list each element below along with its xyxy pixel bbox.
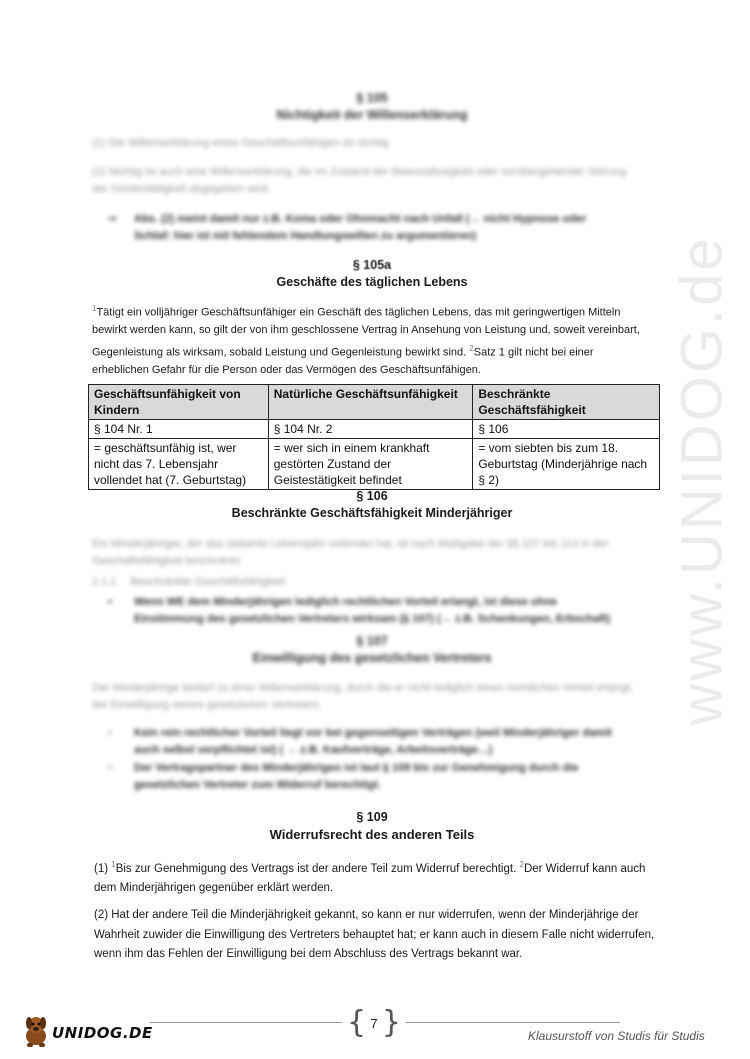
table-cell: § 104 Nr. 1 (89, 420, 269, 439)
section-107-bullet-1 (108, 725, 648, 759)
section-109-p1-line1 (94, 855, 664, 879)
section-105-bullet (108, 211, 648, 245)
section-109-p2-line2: Wahrheit zuwider die Einwilligung des Vertreters behauptet hat; er kann auch in diesem Falle nicht widerrufen, (94, 928, 655, 941)
section-106-subheading (92, 574, 652, 591)
section-106-line1: Ein Minderjähriger, der das siebente Lebensjahr vollendet hat, ist nach Maßgabe der §§ 107 bis 113 in der (92, 538, 609, 550)
section-105-number: § 105 (356, 91, 388, 105)
square-bullet-icon: ▪ (108, 596, 112, 608)
table-header-row (89, 385, 660, 420)
sentence-number-2: 2 (469, 343, 474, 353)
section-107-text (92, 680, 652, 714)
section-105a-heading (92, 257, 652, 291)
section-106-text (92, 536, 652, 570)
section-106-line2: Geschäftsfähigkeit beschränkt. (92, 555, 243, 567)
section-105-bullet-line1: Abs. (2) meint damit nur z.B. Koma oder Ohnmacht nach Unfall (→ nicht Hypnose oder (134, 213, 587, 225)
section-109-number: § 109 (356, 810, 388, 824)
section-105-heading (92, 90, 652, 124)
section-105-bullet-line2: Schlaf: hier ist mit fehlendem Handlungswillen zu argumentieren) (134, 230, 477, 242)
section-105-p1: (1) Die Willenserklärung eines Geschäftsunfähigen ist nichtig. (92, 137, 392, 149)
section-105-p2-line2: der Geistestätigkeit abgegeben wird. (92, 183, 271, 195)
table-row (89, 420, 660, 439)
footer-rule-right (406, 1022, 620, 1023)
section-107-heading (92, 633, 652, 667)
section-105a-line4: erheblichen Gefahr für die Person oder das Vermögen des Geschäftsunfähigen. (92, 363, 481, 376)
section-107-bullet1-line1: Kein rein rechtlicher Vorteil liegt vor bei gegenseitigen Verträgen (weil Minderjähriger damit (134, 727, 612, 739)
section-107-title: Einwilligung des gesetzlichen Vertreters (252, 651, 492, 665)
section-109-p1-b: Der Widerruf kann auch (523, 862, 646, 875)
footer-tagline: Klausurstoff von Studis für Studis (528, 1029, 705, 1043)
table-header-cell: Natürliche Geschäftsunfähigkeit (268, 385, 473, 420)
section-109-p2-line3: wenn ihm das Fehlen der Einwilligung bei dem Abschluss des Vertrags bekannt war. (94, 948, 523, 960)
section-105a-line3-b: Satz 1 gilt nicht bei einer (473, 346, 594, 359)
subheading-number: 2.1.1 (92, 576, 117, 588)
footer-rule-left (150, 1022, 342, 1023)
section-105-title: Nichtigkeit der Willenserklärung (276, 108, 468, 122)
sentence-number-1: 1 (111, 860, 116, 869)
section-109-p1 (94, 855, 664, 898)
section-105a-number: § 105a (352, 258, 392, 272)
section-106-number: § 106 (356, 489, 388, 503)
section-107-bullet2-line2: gesetzlichen Vertreter zum Widerruf berechtigt. (134, 779, 381, 791)
table-cell: = vom siebten bis zum 18. Geburtstag (Minderjährige nach § 2) (473, 439, 660, 490)
section-106-heading (92, 488, 652, 522)
section-109-p1-line2: dem Minderjährigen gegenüber erklärt werden. (94, 881, 334, 894)
capacity-table (88, 384, 660, 490)
left-brace: { (347, 1005, 367, 1040)
subheading-title: Beschränkte Geschäftsfähigkeit (130, 576, 286, 588)
section-105a-line3 (92, 340, 652, 362)
table-header-cell: Geschäftsunfähigkeit von Kindern (89, 385, 269, 420)
section-105a-line1-text: Tätigt ein volljähriger Geschäftsunfähiger ein Geschäft des täglichen Lebens, das mit geringwertigen Mitteln (96, 306, 621, 319)
section-105a-line1 (92, 300, 652, 322)
table-row (89, 439, 660, 490)
logo-text: UNIDOG.DE (52, 1024, 153, 1042)
section-107-bullet2-line1: Der Vertragspartner des Minderjährigen ist laut § 109 bis zur Genehmigung durch die (134, 762, 579, 774)
section-105a-line3-a: Gegenleistung als wirksam, sobald Leistung und Gegenleistung bewirkt sind. (92, 346, 467, 359)
section-109-p2 (94, 906, 664, 965)
section-107-line2: der Einwilligung seines gesetzlichen Vertreters. (92, 699, 322, 711)
section-106-bullet (108, 594, 648, 628)
section-109-p1-prefix: (1) (94, 862, 112, 875)
section-107-bullet-2 (108, 760, 648, 794)
arrow-bullet-icon: ⇨ (108, 213, 118, 225)
table-cell: § 104 Nr. 2 (268, 420, 473, 439)
table-header-cell: Beschränkte Geschäftsfähigkeit (473, 385, 660, 420)
section-105-p2 (92, 164, 652, 198)
section-109-heading (92, 808, 652, 844)
section-105a-text (92, 300, 652, 379)
square-bullet-icon: ▫ (108, 727, 112, 739)
table-cell: = wer sich in einem krankhaft gestörten Zustand der Geistestätigkeit befindet (268, 439, 473, 490)
section-109-title: Widerrufsrecht des anderen Teils (269, 827, 475, 842)
table-cell: = geschäftsunfähig ist, wer nicht das 7. Lebensjahr vollendet hat (7. Geburtstag) (89, 439, 269, 490)
section-106-bullet-line1: Wenn WE dem Minderjährigen lediglich rechtlichen Vorteil erlangt, ist diese ohne (134, 596, 558, 608)
section-105-p2-line1: (2) Nichtig ist auch eine Willenserklärung, die im Zustand der Bewusstlosigkeit oder vorübergehender Störung (92, 166, 627, 178)
watermark-text: www.UNIDOG.de (669, 234, 735, 726)
unidog-logo (22, 1008, 153, 1048)
table-cell: § 106 (473, 420, 660, 439)
sentence-number-1: 1 (92, 304, 97, 313)
page-number: 7 (370, 1015, 378, 1031)
section-109-p2-line1: (2) Hat der andere Teil die Minderjährigkeit gekannt, so kann er nur widerrufen, wenn der Minderjährige der (94, 909, 639, 921)
watermark (662, 220, 742, 740)
right-brace: } (381, 1005, 401, 1040)
square-bullet-icon: ▫ (108, 762, 112, 774)
section-105a-line2: bewirkt werden kann, so gilt der von ihm geschlossene Vertrag in Ansehung von Leistung und, soweit vereinbart, (92, 324, 640, 337)
section-106-bullet-line2: Einstimmung des gesetzlichen Vertreters wirksam (§ 107) (→ z.B. Schenkungen, Erbschaft) (134, 613, 611, 625)
section-107-line1: Der Minderjährige bedarf zu einer Willenserklärung, durch die er nicht lediglich einen rechtlichen Vorteil erlangt, (92, 682, 634, 694)
section-106-title: Beschränkte Geschäftsfähigkeit Minderjähriger (231, 506, 513, 520)
section-109-p1-a: Bis zur Genehmigung des Vertrags ist der andere Teil zum Widerruf berechtigt. (115, 862, 517, 875)
dog-icon (22, 1014, 50, 1048)
sentence-number-2: 2 (519, 860, 524, 869)
section-107-number: § 107 (356, 634, 388, 648)
page-number-box (347, 1005, 401, 1040)
section-105a-title: Geschäfte des täglichen Lebens (276, 275, 468, 289)
section-107-bullet1-line2: auch selbst verpflichtet ist) ( → z.B. Kaufverträge, Arbeitsverträge…) (134, 744, 493, 756)
